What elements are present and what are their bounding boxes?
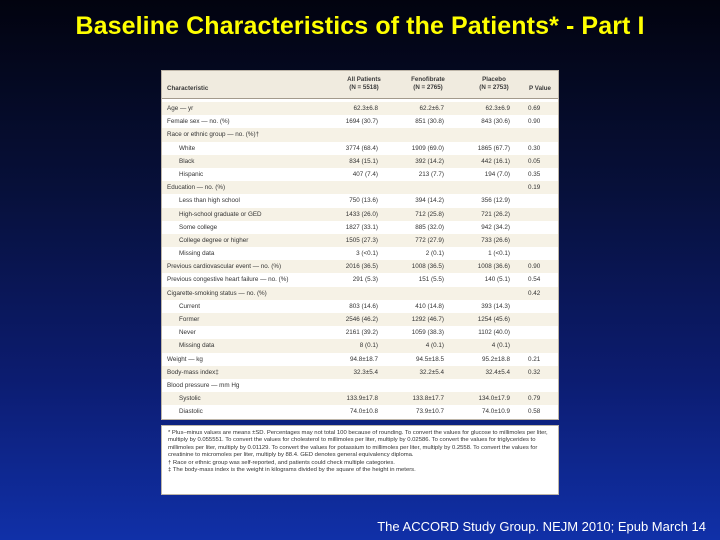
table-row: [162, 273, 558, 286]
cell-p-value: 0.42: [528, 289, 541, 297]
row-label: High-school graduate or GED: [179, 210, 262, 218]
row-label: Diastolic: [179, 408, 203, 416]
cell-placebo: 1102 (40.0): [478, 329, 510, 337]
cell-placebo: 733 (26.6): [481, 236, 510, 244]
footnote-star: * Plus–minus values are means ±SD. Percentages may not total 100 because of rounding. To convert the values for glucose to millimoles per liter, multiply by 0.055551. To convert the values for cholesterol to millimoles per liter, multiply by 0.02586. To convert the values for triglycerides to millimoles per liter, multiply by 0.01129. To convert the values for potassium to millimoles per liter, multiply by 0.2558. To convert the values for creatinine to micromoles per liter, multiply by 88.4. GED denotes general equivalency diploma.: [168, 430, 548, 459]
cell-p-value: 0.90: [528, 118, 541, 126]
citation: The ACCORD Study Group. NEJM 2010; Epub March 14: [377, 519, 706, 534]
cell-placebo: 4 (0.1): [491, 342, 510, 350]
cell-p-value: 0.19: [528, 184, 541, 192]
row-label: Never: [179, 329, 196, 337]
cell-p-value: 0.69: [528, 105, 541, 112]
table-row: [162, 128, 558, 141]
cell-fenofibrate: 851 (30.8): [415, 118, 444, 126]
cell-placebo: 843 (30.6): [481, 118, 510, 126]
cell-fenofibrate: 32.2±5.4: [419, 368, 444, 376]
cell-fenofibrate: 392 (14.2): [415, 157, 444, 165]
table-row: [162, 379, 558, 392]
table-row: [162, 142, 558, 155]
table-row: [162, 300, 558, 313]
cell-p-value: 0.32: [528, 368, 541, 376]
header-all-patients: [334, 76, 394, 91]
cell-fenofibrate: 73.9±10.7: [416, 408, 444, 416]
cell-all: 750 (13.6): [349, 197, 378, 205]
header-placebo-n: (N = 2753): [479, 83, 509, 91]
cell-all: 803 (14.6): [349, 302, 378, 310]
cell-fenofibrate: 885 (32.0): [415, 223, 444, 231]
cell-placebo: 356 (12.9): [481, 197, 510, 205]
cell-placebo: 393 (14.3): [481, 302, 510, 310]
cell-all: 133.9±17.8: [346, 395, 378, 403]
table-row: [162, 181, 558, 194]
row-label: College degree or higher: [179, 236, 249, 244]
table-row: [162, 234, 558, 247]
header-placebo: [464, 76, 524, 91]
cell-fenofibrate: 133.8±17.7: [412, 395, 444, 403]
row-label: Previous cardiovascular event — no. (%): [167, 263, 282, 271]
table-row: [162, 221, 558, 234]
cell-placebo: 1865 (67.7): [477, 144, 510, 152]
row-label: Systolic: [179, 395, 201, 403]
row-label: Education — no. (%): [167, 184, 226, 192]
cell-all: 2546 (46.2): [345, 316, 378, 323]
cell-fenofibrate: 1909 (69.0): [411, 144, 444, 152]
characteristics-table: [161, 70, 559, 420]
cell-fenofibrate: 394 (14.2): [415, 197, 444, 205]
cell-all: 3 (<0.1): [356, 250, 378, 258]
cell-all: 32.3±5.4: [353, 368, 378, 376]
table-row: [162, 405, 558, 418]
row-label: Some college: [179, 223, 218, 231]
header-placebo-title: Placebo: [482, 76, 506, 83]
row-label: Age — yr: [167, 105, 194, 112]
table-row: [162, 208, 558, 221]
row-label: Current: [179, 302, 200, 310]
table-row: [162, 260, 558, 273]
cell-all: 1433 (26.0): [345, 210, 378, 218]
cell-fenofibrate: 712 (25.8): [415, 210, 444, 218]
cell-fenofibrate: 151 (5.5): [418, 276, 444, 284]
row-label: White: [179, 144, 196, 152]
cell-placebo: 1 (<0.1): [488, 250, 510, 258]
cell-all: 3774 (68.4): [345, 144, 378, 152]
cell-p-value: 0.90: [528, 263, 541, 271]
table-body: [162, 102, 558, 419]
cell-placebo: 442 (16.1): [481, 157, 510, 165]
cell-p-value: 0.05: [528, 157, 541, 165]
cell-placebo: 1254 (45.6): [477, 316, 510, 323]
table-row: [162, 247, 558, 260]
row-label: Former: [179, 316, 200, 323]
row-label: Hispanic: [179, 170, 204, 178]
row-label: Less than high school: [179, 197, 240, 205]
cell-all: 2161 (39.2): [345, 329, 378, 337]
header-all-n: (N = 5518): [349, 83, 379, 91]
cell-all: 94.8±18.7: [350, 355, 378, 363]
cell-placebo: 95.2±18.8: [482, 355, 510, 363]
cell-fenofibrate: 1008 (36.5): [411, 263, 444, 271]
cell-fenofibrate: 772 (27.9): [415, 236, 444, 244]
table-row: [162, 155, 558, 168]
cell-placebo: 134.0±17.9: [478, 395, 510, 403]
cell-placebo: 62.3±6.9: [485, 105, 510, 112]
header-p-value: P Value: [529, 85, 551, 92]
cell-placebo: 194 (7.0): [484, 170, 510, 178]
row-label: Weight — kg: [167, 355, 203, 363]
row-label: Missing data: [179, 250, 215, 258]
cell-p-value: 0.58: [528, 408, 541, 416]
header-feno-n: (N = 2765): [413, 83, 443, 91]
table-row: [162, 366, 558, 379]
cell-p-value: 0.79: [528, 395, 541, 403]
cell-all: 1694 (30.7): [345, 118, 378, 126]
cell-fenofibrate: 94.5±18.5: [416, 355, 444, 363]
cell-all: 834 (15.1): [349, 157, 378, 165]
cell-p-value: 0.30: [528, 144, 541, 152]
cell-fenofibrate: 213 (7.7): [418, 170, 444, 178]
table-row: [162, 392, 558, 405]
table-row: [162, 313, 558, 326]
table-header: [162, 71, 558, 99]
footnote-double-dagger: ‡ The body-mass index is the weight in kilograms divided by the square of the height in meters.: [168, 467, 416, 474]
footnote-dagger: † Race or ethnic group was self-reported, and patients could check multiple categories.: [168, 459, 395, 466]
row-label: Race or ethnic group — no. (%)†: [167, 131, 260, 139]
header-feno-title: Fenofibrate: [411, 76, 445, 83]
table-row: [162, 115, 558, 128]
row-label: Body-mass index‡: [167, 368, 219, 376]
cell-all: 407 (7.4): [352, 170, 378, 178]
cell-p-value: 0.54: [528, 276, 541, 284]
table-row: [162, 102, 558, 115]
cell-placebo: 721 (26.2): [481, 210, 510, 218]
row-label: Black: [179, 157, 195, 165]
cell-p-value: 0.35: [528, 170, 541, 178]
table-row: [162, 287, 558, 300]
table-row: [162, 353, 558, 366]
cell-all: 74.0±10.8: [350, 408, 378, 416]
header-all-title: All Patients: [347, 76, 381, 83]
cell-all: 291 (5.3): [352, 276, 378, 284]
row-label: Female sex — no. (%): [167, 118, 230, 126]
cell-fenofibrate: 1292 (46.7): [411, 316, 444, 323]
cell-all: 1505 (27.3): [345, 236, 378, 244]
cell-all: 8 (0.1): [359, 342, 378, 350]
row-label: Missing data: [179, 342, 215, 350]
cell-placebo: 1008 (36.6): [477, 263, 510, 271]
header-characteristic: Characteristic: [167, 85, 209, 92]
row-label: Blood pressure — mm Hg: [167, 381, 240, 389]
cell-fenofibrate: 4 (0.1): [425, 342, 444, 350]
cell-p-value: 0.21: [528, 355, 541, 363]
cell-fenofibrate: 1059 (38.3): [411, 329, 444, 337]
header-fenofibrate: [398, 76, 458, 91]
slide-title: Baseline Characteristics of the Patients* - Part I: [75, 12, 645, 40]
row-label: Previous congestive heart failure — no. (%): [167, 276, 289, 284]
cell-placebo: 140 (5.1): [484, 276, 510, 284]
table-footnotes: [161, 425, 559, 495]
cell-all: 2016 (36.5): [345, 263, 378, 271]
cell-fenofibrate: 62.2±6.7: [419, 105, 444, 112]
table-row: [162, 194, 558, 207]
cell-all: 62.3±6.8: [353, 105, 378, 112]
cell-all: 1827 (33.1): [345, 223, 378, 231]
table-row: [162, 168, 558, 181]
table-row: [162, 339, 558, 352]
cell-fenofibrate: 2 (0.1): [425, 250, 444, 258]
cell-placebo: 942 (34.2): [481, 223, 510, 231]
cell-placebo: 32.4±5.4: [485, 368, 510, 376]
cell-placebo: 74.0±10.9: [482, 408, 510, 416]
table-row: [162, 326, 558, 339]
row-label: Cigarette-smoking status — no. (%): [167, 289, 267, 297]
cell-fenofibrate: 410 (14.8): [415, 302, 444, 310]
